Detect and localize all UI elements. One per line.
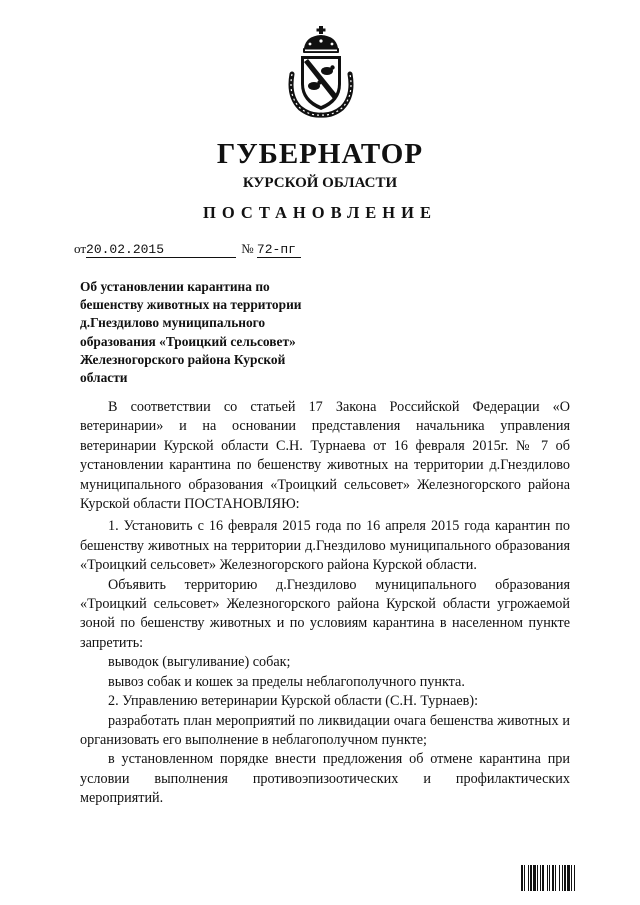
document-number: 72-пг xyxy=(257,242,301,258)
body-paragraph: 2. Управлению ветеринарии Курской области (С.Н. Турнаев): xyxy=(108,693,479,710)
body-paragraph: выводок (выгуливание) собак; xyxy=(108,654,291,671)
document-date: 20.02.2015 xyxy=(86,242,236,258)
number-prefix: № xyxy=(241,241,254,256)
document-type: ПОСТАНОВЛЕНИЕ xyxy=(203,203,437,222)
date-prefix: от xyxy=(74,241,87,256)
document-body xyxy=(80,398,570,809)
preamble-paragraph: В соответствии со статьей 17 Закона Российской Федерации «О ветеринарии» и на основании представления начальника управления ветеринарии Курской области С.Н. Турнаева от 16 февраля 2015г. № 7 об установлении карантина по бешенству животных на территории д.Гнездилово муниципального образования «Троицкий сельсовет» Железногорского района Курской области ПОСТАНОВЛЯЮ: xyxy=(80,399,570,513)
body-paragraph: в установленном порядке внести предложения об отмене карантина при условии выполнения противоэпизоотических и профилактических мероприятий. xyxy=(80,751,570,807)
region-name: КУРСКОЙ ОБЛАСТИ xyxy=(242,175,398,191)
subject-line: области xyxy=(80,370,128,386)
document-title: ГУБЕРНАТОР xyxy=(216,138,424,170)
body-paragraph: Объявить территорию д.Гнездилово муниципального образования «Троицкий сельсовет» Железногорского района Курской области угрожаемой зоной по бешенству животных и по условиям карантина в населенном пункте запретить: xyxy=(80,576,570,651)
registration-line xyxy=(74,241,301,258)
document-subject xyxy=(80,278,332,387)
subject-line: Железногорского района Курской xyxy=(80,351,286,367)
body-paragraph: вывоз собак и кошек за пределы неблагополучного пункта. xyxy=(108,673,465,690)
barcode xyxy=(521,865,609,891)
subject-line: д.Гнездилово муниципального xyxy=(80,315,266,331)
subject-line: образования «Троицкий сельсовет» xyxy=(80,333,296,349)
body-paragraph: разработать план мероприятий по ликвидации очага бешенства животных и организовать его выполнение в неблагополучном пункте; xyxy=(80,712,570,748)
subject-line: Об установлении карантина по xyxy=(80,279,270,294)
coat-of-arms-emblem xyxy=(286,26,356,118)
body-paragraph: 1. Установить с 16 февраля 2015 года по 16 апреля 2015 года карантин по бешенству животных на территории д.Гнездилово муниципального образования «Троицкий сельсовет» Железногорского района Курской области. xyxy=(80,518,570,574)
subject-line: бешенству животных на территории xyxy=(80,297,302,313)
